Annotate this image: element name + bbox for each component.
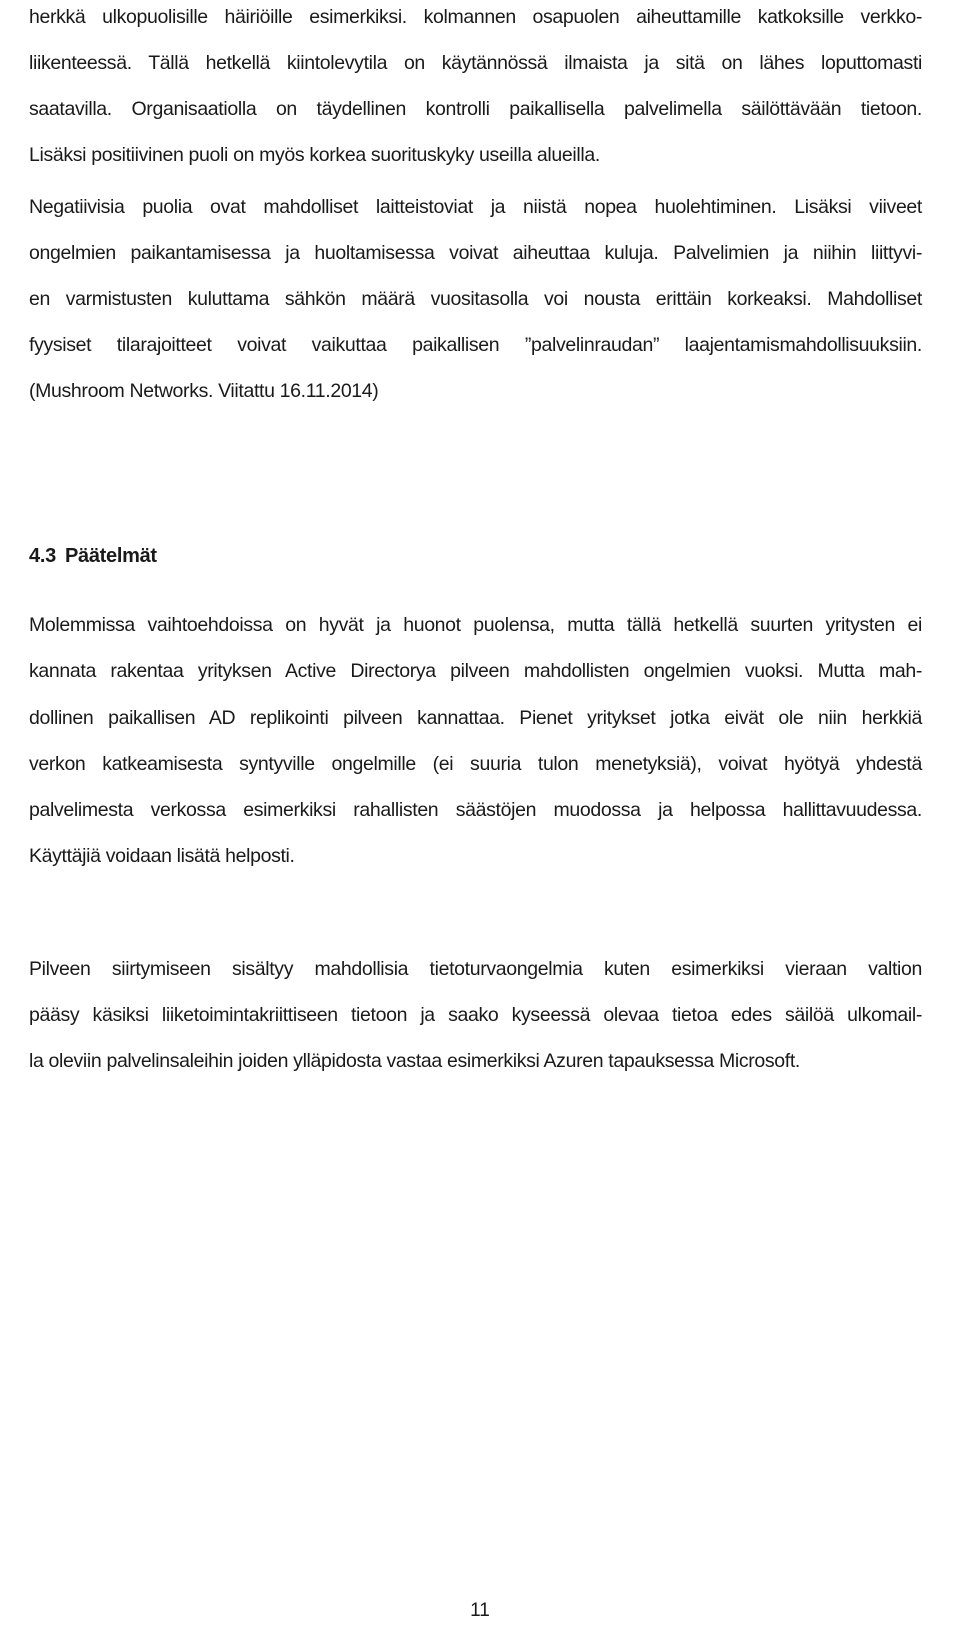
text-line: (Mushroom Networks. Viitattu 16.11.2014): [29, 380, 379, 402]
text-line: fyysiset tilarajoitteet voivat vaikuttaa paikallisen ”palvelinraudan” laajentamismahdollisuuksiin.: [29, 334, 922, 356]
text-line: dollinen paikallisen AD replikointi pilveen kannattaa. Pienet yritykset jotka eivät ole niin herkkiä: [29, 706, 922, 729]
text-line: herkkä ulkopuolisille häiriöille esimerkiksi. kolmannen osapuolen aiheuttamille katkoksille verkko-: [29, 6, 922, 28]
text-line: Pilveen siirtymiseen sisältyy mahdollisia tietoturvaongelmia kuten esimerkiksi vieraan valtion: [29, 958, 922, 980]
text-line: Molemmissa vaihtoehdoissa on hyvät ja huonot puolensa, mutta tällä hetkellä suurten yritysten ei: [29, 614, 922, 636]
text-line: verkon katkeamisesta syntyville ongelmille (ei suuria tulon menetyksiä), voivat hyötyä yhdestä: [29, 752, 922, 775]
paragraph-conclusions: [29, 602, 922, 880]
section-number: 4.3: [29, 545, 56, 567]
text-line: Käyttäjiä voidaan lisätä helposti.: [29, 845, 295, 868]
paragraph-pros-continued: [29, 0, 922, 178]
text-line: en varmistusten kuluttama sähkön määrä vuositasolla voi nousta erittäin korkeaksi. Mahdolliset: [29, 288, 922, 310]
text-line: Negatiivisia puolia ovat mahdolliset laitteistoviat ja niistä nopea huolehtiminen. Lisäksi viiveet: [29, 196, 922, 218]
text-line: saatavilla. Organisaatiolla on täydellinen kontrolli paikallisella palvelimella säilöttävään tietoon.: [29, 98, 922, 120]
paragraph-security: [29, 946, 922, 1084]
text-line: Lisäksi positiivinen puoli on myös korkea suorituskyky useilla alueilla.: [29, 144, 600, 166]
text-line: palvelimesta verkossa esimerkiksi rahallisten säästöjen muodossa ja helpossa hallittavuudessa.: [29, 799, 922, 821]
section-title: Päätelmät: [65, 545, 157, 567]
text-line: la oleviin palvelinsaleihin joiden ylläpidosta vastaa esimerkiksi Azuren tapauksessa Microsoft.: [29, 1050, 800, 1072]
text-line: kannata rakentaa yrityksen Active Directorya pilveen mahdollisten ongelmien vuoksi. Mutta mah-: [29, 660, 922, 683]
section-heading: [29, 536, 157, 576]
paragraph-cons: [29, 184, 922, 414]
text-line: pääsy käsiksi liiketoimintakriittiseen tietoon ja saako kyseessä olevaa tietoa edes säilöä ulkomail-: [29, 1004, 922, 1026]
text-line: ongelmien paikantamisessa ja huoltamisessa voivat aiheuttaa kuluja. Palvelimien ja niihin liittyvi-: [29, 242, 922, 264]
page-number: 11: [470, 1600, 490, 1621]
text-line: liikenteessä. Tällä hetkellä kiintolevytila on käytännössä ilmaista ja sitä on lähes loputtomasti: [29, 52, 922, 74]
